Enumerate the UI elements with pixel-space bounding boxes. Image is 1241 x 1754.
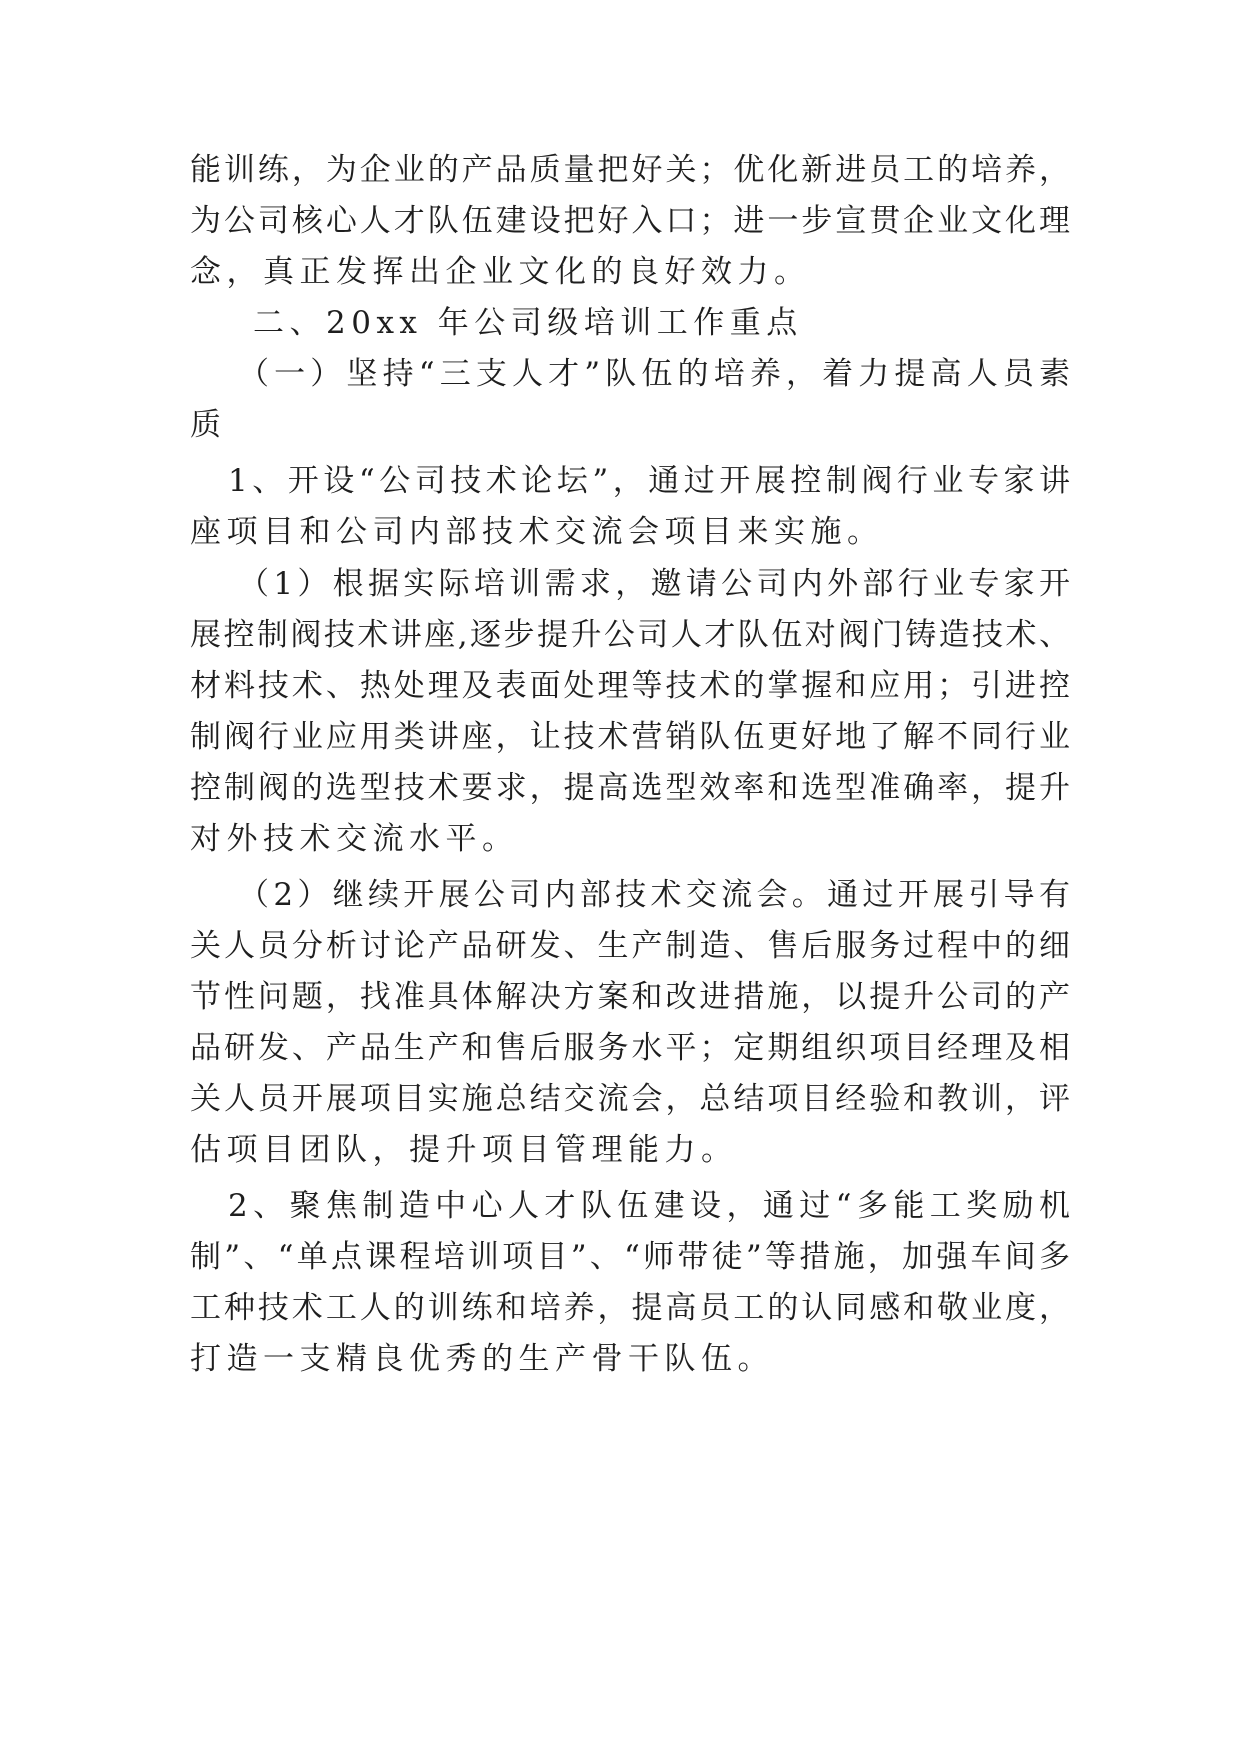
body-text-line: 控制阀的选型技术要求，提高选型效率和选型准确率，提升	[190, 770, 1070, 806]
body-text-line: 念，真正发挥出企业文化的良好效力。	[190, 254, 811, 290]
sub-item-paragraph-start: （1）根据实际培训需求，邀请公司内外部行业专家开	[238, 566, 1070, 602]
body-text-line: 能训练，为企业的产品质量把好关；优化新进员工的培养，	[190, 152, 1070, 188]
section-heading: 二、20xx 年公司级培训工作重点	[253, 305, 803, 341]
body-text-line: 工种技术工人的训练和培养，提高员工的认同感和敬业度，	[190, 1290, 1070, 1326]
body-text-line: 材料技术、热处理及表面处理等技术的掌握和应用；引进控	[190, 668, 1070, 704]
body-text-line: 打造一支精良优秀的生产骨干队伍。	[190, 1341, 774, 1377]
body-text-line: 估项目团队，提升项目管理能力。	[190, 1132, 738, 1168]
body-text-line: 制”、“单点课程培训项目”、“师带徒”等措施，加强车间多	[190, 1239, 1070, 1275]
body-text-line: 关人员分析讨论产品研发、生产制造、售后服务过程中的细	[190, 928, 1070, 964]
body-text-line: 品研发、产品生产和售后服务水平；定期组织项目经理及相	[190, 1030, 1070, 1066]
sub-item-paragraph-start: （2）继续开展公司内部技术交流会。通过开展引导有	[238, 877, 1070, 913]
list-item-heading: 1、开设“公司技术论坛”，通过开展控制阀行业专家讲	[228, 463, 1070, 499]
body-text-line: 座项目和公司内部技术交流会项目来实施。	[190, 514, 884, 550]
body-text-line: 展控制阀技术讲座,逐步提升公司人才队伍对阀门铸造技术、	[190, 617, 1070, 653]
subsection-heading-continued: 质	[190, 407, 227, 443]
body-text-line: 对外技术交流水平。	[190, 821, 519, 857]
body-text-line: 节性问题，找准具体解决方案和改进措施，以提升公司的产	[190, 979, 1070, 1015]
body-text-line: 关人员开展项目实施总结交流会，总结项目经验和教训，评	[190, 1081, 1070, 1117]
list-item-heading: 2、聚焦制造中心人才队伍建设，通过“多能工奖励机	[228, 1188, 1070, 1224]
body-text-line: 制阀行业应用类讲座，让技术营销队伍更好地了解不同行业	[190, 719, 1070, 755]
body-text-line: 为公司核心人才队伍建设把好入口；进一步宣贯企业文化理	[190, 203, 1070, 239]
subsection-heading: （一）坚持“三支人才”队伍的培养，着力提高人员素	[238, 356, 1070, 392]
